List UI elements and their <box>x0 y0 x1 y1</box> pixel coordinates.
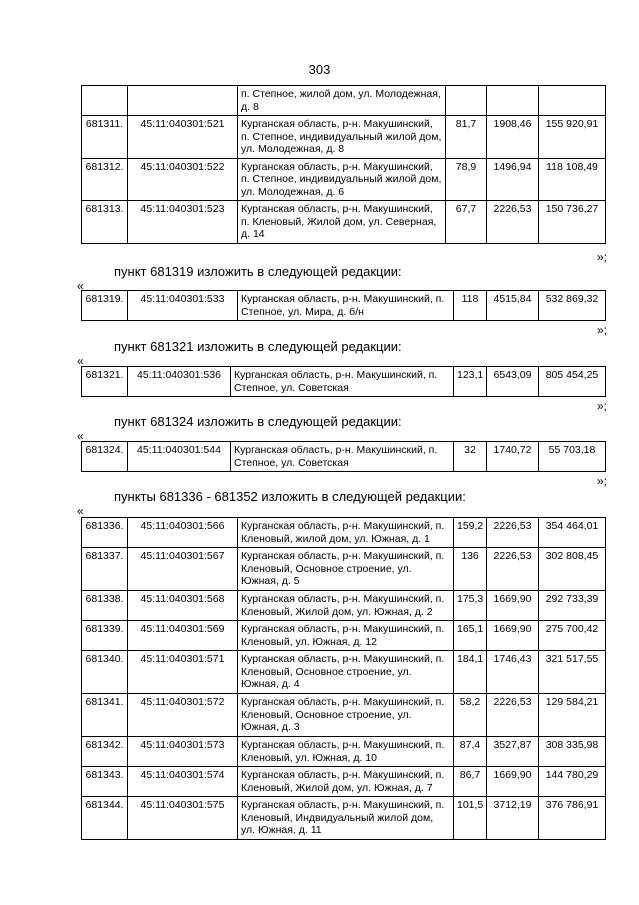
value-cell: 136 <box>454 548 487 591</box>
row-number-cell: 681337. <box>82 548 128 591</box>
row-number-cell: 681319. <box>82 291 128 321</box>
value-cell: 275 700,42 <box>539 621 606 651</box>
value-cell: 184,1 <box>454 651 487 694</box>
cadastral-number-cell: 45:11:040301:571 <box>128 651 238 694</box>
cadastral-number-cell: 45:11:040301:544 <box>128 442 231 472</box>
page-number: 303 <box>308 62 331 77</box>
value-cell <box>446 86 487 116</box>
close-quote: »; <box>597 323 608 337</box>
value-cell: 1669,90 <box>487 621 539 651</box>
address-cell: Курганская область, р-н. Макушинский, п. Степное, ул. Советская <box>231 367 454 397</box>
table-row <box>82 651 606 694</box>
cadastral-number-cell: 45:11:040301:569 <box>128 621 238 651</box>
value-cell: 805 454,25 <box>539 367 606 397</box>
value-cell: 3712,19 <box>487 797 539 840</box>
close-quote: »; <box>597 399 608 413</box>
property-table-681336-681352 <box>81 517 606 840</box>
address-cell: Курганская область, р-н. Макушинский, п. Кленовый, Индвидуальный жилой дом, ул. Южная, д. 11 <box>238 797 454 840</box>
row-number-cell: 681343. <box>82 767 128 797</box>
table-row <box>82 548 606 591</box>
value-cell: 302 808,45 <box>539 548 606 591</box>
row-number-cell <box>82 86 128 116</box>
address-cell: п. Степное, жилой дом, ул. Молодежная, д. 8 <box>238 86 446 116</box>
value-cell: 1908,46 <box>487 116 539 159</box>
property-table-681319 <box>81 290 606 321</box>
instruction-text: пункты 681336 - 681352 изложить в следующей редакции: <box>114 489 466 504</box>
value-cell: 4515,84 <box>487 291 539 321</box>
value-cell: 87,4 <box>454 737 487 767</box>
value-cell: 144 780,29 <box>539 767 606 797</box>
cadastral-number-cell: 45:11:040301:572 <box>128 694 238 737</box>
value-cell: 1669,90 <box>487 591 539 621</box>
close-quote: »; <box>597 250 608 264</box>
open-quote: « <box>77 504 84 518</box>
table-row <box>82 518 606 548</box>
row-number-cell: 681339. <box>82 621 128 651</box>
open-quote: « <box>77 429 84 443</box>
cadastral-number-cell <box>128 86 238 116</box>
value-cell: 2226,53 <box>487 201 539 244</box>
value-cell: 1669,90 <box>487 767 539 797</box>
value-cell: 118 <box>454 291 487 321</box>
table-row <box>82 797 606 840</box>
open-quote: « <box>77 279 84 293</box>
instruction-text: пункт 681321 изложить в следующей редакции: <box>114 339 402 354</box>
table-row <box>82 737 606 767</box>
value-cell: 1746,43 <box>487 651 539 694</box>
value-cell: 6543,09 <box>487 367 539 397</box>
value-cell: 150 736,27 <box>539 201 606 244</box>
value-cell <box>487 86 539 116</box>
address-cell: Курганская область, р-н. Макушинский, п. Кленовый, Жилой дом, ул. Южная, д. 2 <box>238 591 454 621</box>
value-cell: 129 584,21 <box>539 694 606 737</box>
row-number-cell: 681321. <box>82 367 128 397</box>
table-row <box>82 442 606 472</box>
address-cell: Курганская область, р-н. Макушинский, п. Кленовый, Основное строение, ул. Южная, д. 4 <box>238 651 454 694</box>
cadastral-number-cell: 45:11:040301:536 <box>128 367 231 397</box>
address-cell: Курганская область, р-н. Макушинский, п. Кленовый, Жилой дом, ул. Южная, д. 7 <box>238 767 454 797</box>
row-number-cell: 681311. <box>82 116 128 159</box>
address-cell: Курганская область, р-н. Макушинский, п. Кленовый, Жилой дом, ул. Северная, д. 14 <box>238 201 446 244</box>
row-number-cell: 681336. <box>82 518 128 548</box>
table-row <box>82 291 606 321</box>
table-row <box>82 694 606 737</box>
table-row <box>82 86 606 116</box>
open-quote: « <box>77 354 84 368</box>
cadastral-number-cell: 45:11:040301:575 <box>128 797 238 840</box>
instruction-text: пункт 681324 изложить в следующей редакции: <box>114 414 402 429</box>
cadastral-number-cell: 45:11:040301:568 <box>128 591 238 621</box>
table-row <box>82 116 606 159</box>
value-cell: 81,7 <box>446 116 487 159</box>
cadastral-number-cell: 45:11:040301:523 <box>128 201 238 244</box>
table-row <box>82 367 606 397</box>
value-cell: 118 108,49 <box>539 158 606 201</box>
value-cell: 123,1 <box>454 367 487 397</box>
table-row <box>82 201 606 244</box>
value-cell: 1496,94 <box>487 158 539 201</box>
row-number-cell: 681344. <box>82 797 128 840</box>
value-cell: 532 869,32 <box>539 291 606 321</box>
row-number-cell: 681338. <box>82 591 128 621</box>
value-cell: 58,2 <box>454 694 487 737</box>
value-cell: 165,1 <box>454 621 487 651</box>
value-cell: 155 920,91 <box>539 116 606 159</box>
cadastral-number-cell: 45:11:040301:567 <box>128 548 238 591</box>
row-number-cell: 681340. <box>82 651 128 694</box>
value-cell: 3527,87 <box>487 737 539 767</box>
value-cell: 32 <box>454 442 487 472</box>
value-cell: 308 335,98 <box>539 737 606 767</box>
address-cell: Курганская область, р-н. Макушинский, п. Кленовый, Основное строение, ул. Южная, д. 5 <box>238 548 454 591</box>
value-cell: 86,7 <box>454 767 487 797</box>
cadastral-number-cell: 45:11:040301:522 <box>128 158 238 201</box>
address-cell: Курганская область, р-н. Макушинский, п. Степное, ул. Советская <box>231 442 454 472</box>
value-cell <box>539 86 606 116</box>
property-table-681324 <box>81 441 606 472</box>
value-cell: 2226,53 <box>487 518 539 548</box>
table-row <box>82 767 606 797</box>
value-cell: 292 733,39 <box>539 591 606 621</box>
value-cell: 376 786,91 <box>539 797 606 840</box>
value-cell: 354 464,01 <box>539 518 606 548</box>
cadastral-number-cell: 45:11:040301:566 <box>128 518 238 548</box>
table-row <box>82 591 606 621</box>
table-row <box>82 158 606 201</box>
address-cell: Курганская область, р-н. Макушинский, п. Степное, ул. Мира, д. б/н <box>238 291 454 321</box>
cadastral-number-cell: 45:11:040301:574 <box>128 767 238 797</box>
row-number-cell: 681342. <box>82 737 128 767</box>
value-cell: 78,9 <box>446 158 487 201</box>
address-cell: Курганская область, р-н. Макушинский, п. Кленовый, жилой дом, ул. Южная, д. 1 <box>238 518 454 548</box>
value-cell: 1740,72 <box>487 442 539 472</box>
address-cell: Курганская область, р-н. Макушинский, п. Степное, индивидуальный жилой дом, ул. Молодежная, д. 6 <box>238 158 446 201</box>
row-number-cell: 681312. <box>82 158 128 201</box>
cadastral-number-cell: 45:11:040301:573 <box>128 737 238 767</box>
address-cell: Курганская область, р-н. Макушинский, п. Кленовый, ул. Южная, д. 10 <box>238 737 454 767</box>
value-cell: 67,7 <box>446 201 487 244</box>
value-cell: 2226,53 <box>487 694 539 737</box>
property-table-681321 <box>81 366 606 397</box>
row-number-cell: 681313. <box>82 201 128 244</box>
value-cell: 321 517,55 <box>539 651 606 694</box>
value-cell: 175,3 <box>454 591 487 621</box>
value-cell: 55 703,18 <box>539 442 606 472</box>
row-number-cell: 681341. <box>82 694 128 737</box>
table-row <box>82 621 606 651</box>
instruction-text: пункт 681319 изложить в следующей редакции: <box>114 264 402 279</box>
address-cell: Курганская область, р-н. Макушинский, п. Кленовый, ул. Южная, д. 12 <box>238 621 454 651</box>
cadastral-number-cell: 45:11:040301:533 <box>128 291 238 321</box>
value-cell: 2226,53 <box>487 548 539 591</box>
value-cell: 101,5 <box>454 797 487 840</box>
row-number-cell: 681324. <box>82 442 128 472</box>
address-cell: Курганская область, р-н. Макушинский, п. Кленовый, Основное строение, ул. Южная, д. 3 <box>238 694 454 737</box>
cadastral-number-cell: 45:11:040301:521 <box>128 116 238 159</box>
property-table-top <box>81 85 606 244</box>
value-cell: 159,2 <box>454 518 487 548</box>
address-cell: Курганская область, р-н. Макушинский, п. Степное, индивидуальный жилой дом, ул. Молодежная, д. 8 <box>238 116 446 159</box>
close-quote: »; <box>597 474 608 488</box>
